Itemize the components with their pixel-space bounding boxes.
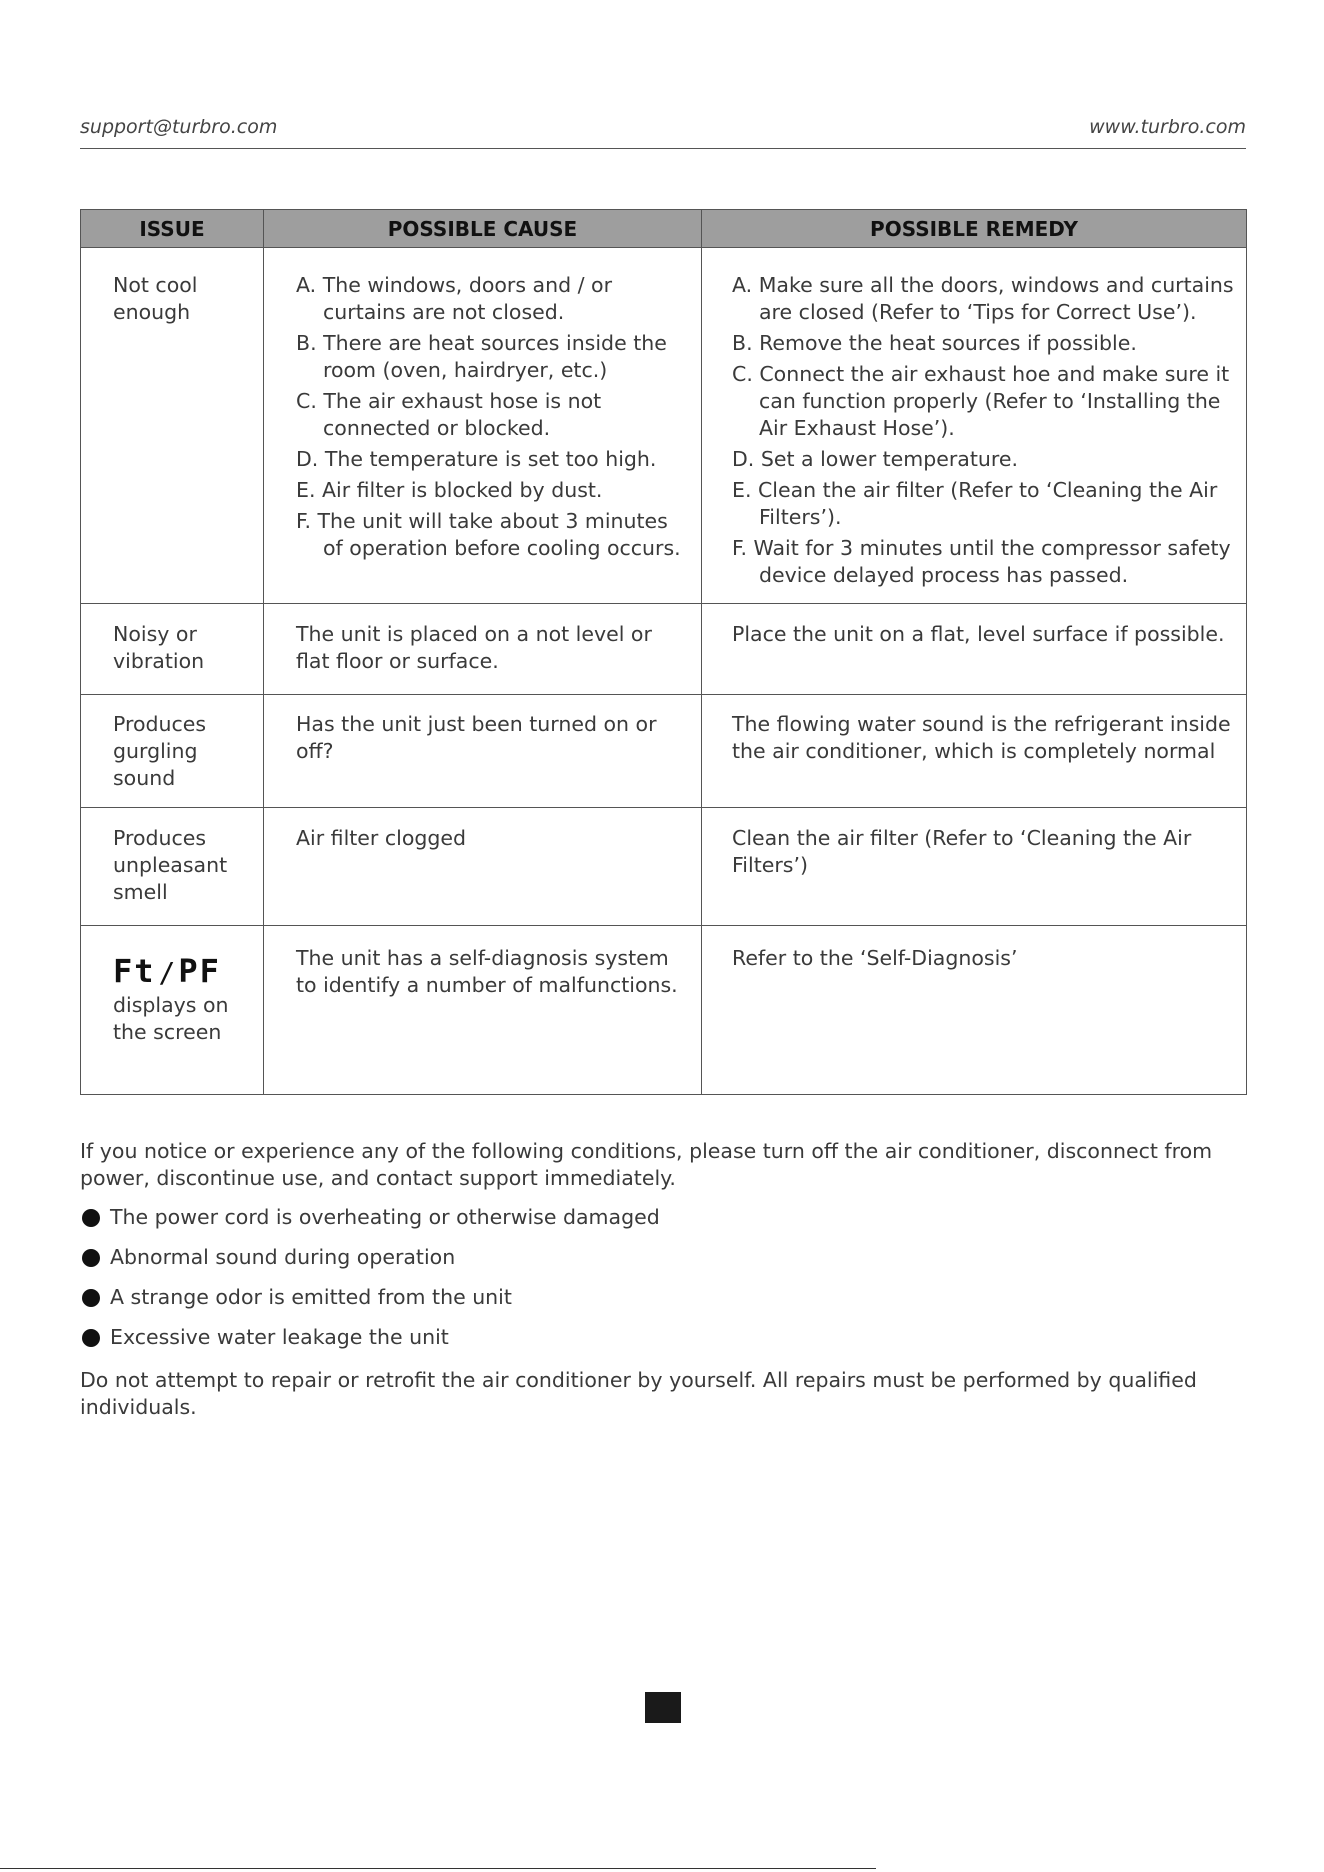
remedy-item: D. Set a lower temperature. [732,447,1019,471]
footer-rule [0,1868,876,1869]
bullet-icon [82,1289,100,1307]
remedy-cell: Clean the air filter (Refer to ‘Cleaning the Air Filters’) [702,808,1247,926]
safety-notice [80,1138,1250,1421]
cause-item: B. There are heat sources inside the room (oven, hairdryer, etc.) [296,331,667,382]
header-possible-remedy: POSSIBLE REMEDY [702,210,1247,248]
bullet-text: Abnormal sound during operation [110,1245,456,1269]
table-row [81,604,1247,695]
issue-cell [81,926,264,1095]
website-link[interactable]: www.turbro.com [1089,116,1246,138]
table-row [81,808,1247,926]
cause-cell: The unit is placed on a not level or flat floor or surface. [264,604,702,695]
table-row [81,248,1247,604]
bullet-text: A strange odor is emitted from the unit [110,1285,512,1309]
table-row [81,695,1247,808]
bullet-text: The power cord is overheating or otherwise damaged [110,1205,660,1229]
issue-text: displays on the screen [113,993,229,1044]
remedy-cell: Refer to the ‘Self-Diagnosis’ [702,926,1247,1095]
table-header-row [81,210,1247,248]
troubleshooting-table [80,209,1247,1095]
page-marker [645,1692,681,1723]
list-item [80,1324,1250,1364]
page-header [80,114,1246,149]
remedy-item: C. Connect the air exhaust hoe and make sure it can function properly (Refer to ‘Installing the Air Exhaust Hose’). [732,362,1230,440]
bullet-icon [82,1329,100,1347]
notice-final: Do not attempt to repair or retrofit the air conditioner by yourself. All repairs must be performed by qualified individuals. [80,1368,1197,1419]
error-code-display [113,952,255,992]
bullet-icon [82,1209,100,1227]
list-item [80,1204,1250,1244]
issue-cell: Not cool enough [81,248,264,604]
issue-cell: Noisy or vibration [81,604,264,695]
remedy-item: E. Clean the air filter (Refer to ‘Cleaning the Air Filters’). [732,478,1218,529]
cause-item: C. The air exhaust hose is not connected or blocked. [296,389,602,440]
remedy-item: B. Remove the heat sources if possible. [732,331,1137,355]
cause-cell: Has the unit just been turned on or off? [264,695,702,808]
remedy-cell: The flowing water sound is the refrigerant inside the air conditioner, which is completely normal [702,695,1247,808]
error-code-separator: / [158,956,176,989]
error-code-ft: Ft [113,952,156,990]
cause-item: D. The temperature is set too high. [296,447,657,471]
bullet-text: Excessive water leakage the unit [110,1325,449,1349]
table-row [81,926,1247,1095]
list-item [80,1244,1250,1284]
issue-cell: Produces gurgling sound [81,695,264,808]
cause-item: E. Air filter is blocked by dust. [296,478,603,502]
support-email[interactable]: support@turbro.com [80,116,278,138]
cause-cell [264,248,702,604]
cause-item: F. The unit will take about 3 minutes of operation before cooling occurs. [296,509,681,560]
cause-cell: The unit has a self-diagnosis system to identify a number of malfunctions. [264,926,702,1095]
error-code-pf: PF [178,952,221,990]
cause-item: A. The windows, doors and / or curtains are not closed. [296,273,613,324]
header-possible-cause: POSSIBLE CAUSE [264,210,702,248]
list-item [80,1284,1250,1324]
header-issue: ISSUE [81,210,264,248]
notice-intro: If you notice or experience any of the following conditions, please turn off the air conditioner, disconnect from power, discontinue use, and contact support immediately. [80,1139,1213,1190]
remedy-cell [702,248,1247,604]
issue-cell: Produces unpleasant smell [81,808,264,926]
cause-cell: Air filter clogged [264,808,702,926]
remedy-item: A. Make sure all the doors, windows and curtains are closed (Refer to ‘Tips for Correct Use’). [732,273,1234,324]
bullet-icon [82,1249,100,1267]
remedy-item: F. Wait for 3 minutes until the compressor safety device delayed process has passed. [732,536,1231,587]
remedy-cell: Place the unit on a flat, level surface if possible. [702,604,1247,695]
notice-bullet-list [80,1204,1250,1364]
